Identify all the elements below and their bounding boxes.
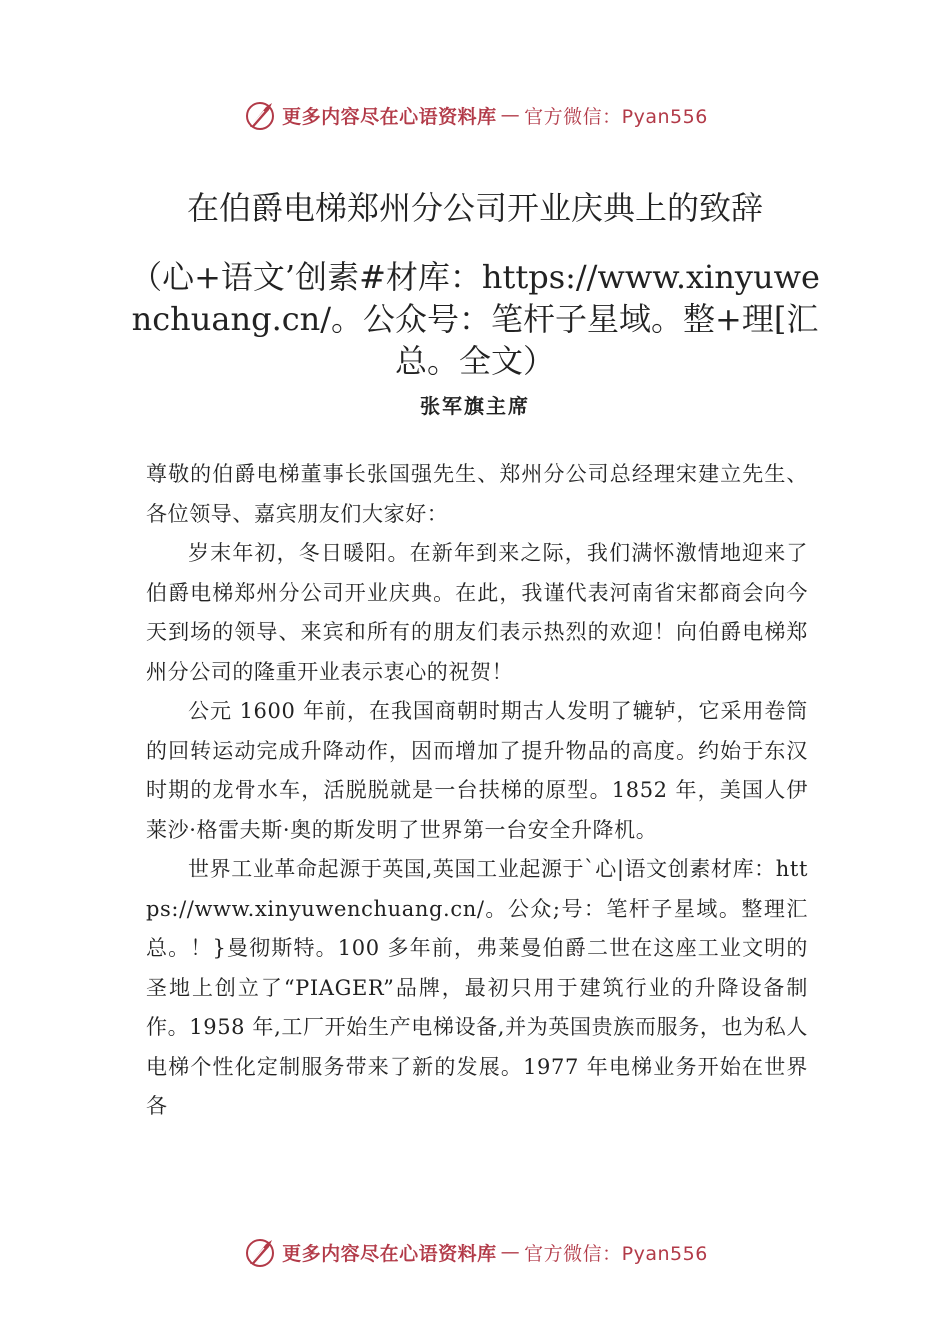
- quill-pen-icon: [242, 97, 278, 133]
- banner-main-text: 更多内容尽在心语资料库: [282, 1242, 497, 1265]
- banner-main-text: 更多内容尽在心语资料库: [282, 105, 497, 128]
- paragraph: 世界工业革命起源于英国,英国工业起源于`心|语文创素材库：https://www.xinyuwenchuang.cn/。公众;号：笔杆子星域。整理汇总。！}曼彻斯特。100 多年前，弗莱曼伯爵二世在这座工业文明的圣地上创立了“PIAGER”品牌，最初只用于建筑行业的升降设备制作。1958 年,工厂开始生产电梯设备,并为英国贵族而服务，也为私人电梯个性化定制服务带来了新的发展。1977 年电梯业务开始在世界各: [146, 857, 808, 1118]
- banner-wechat-text: 官方微信：Pyan556: [524, 105, 708, 128]
- quill-pen-icon: [242, 1234, 278, 1270]
- document-title: 在伯爵电梯郑州分公司开业庆典上的致辞: [186, 189, 763, 227]
- paragraph: 公元 1600 年前，在我国商朝时期古人发明了辘轳，它采用卷筒的回转运动完成升降动作，因而增加了提升物品的高度。约始于东汉时期的龙骨水车，活脱脱就是一台扶梯的原型。1852 年，美国人伊莱沙·格雷夫斯·奥的斯发明了世界第一台安全升降机。: [146, 699, 808, 842]
- header-banner: [0, 95, 950, 135]
- banner-separator: —: [500, 1241, 521, 1263]
- document-subtitle: （心+语文’创素#材库：https://www.xinyuwenchuang.cn/。公众号：笔杆子星域。整+理[汇总。全文）: [130, 258, 820, 380]
- footer-banner: [0, 1232, 950, 1272]
- paragraph: 岁末年初，冬日暖阳。在新年到来之际，我们满怀激情地迎来了伯爵电梯郑州分公司开业庆典。在此，我谨代表河南省宋都商会向今天到场的领导、来宾和所有的朋友们表示热烈的欢迎！向伯爵电梯郑州分公司的隆重开业表示衷心的祝贺！: [146, 541, 808, 684]
- banner-wechat-text: 官方微信：Pyan556: [524, 1242, 708, 1265]
- paragraph-salutation: 尊敬的伯爵电梯董事长张国强先生、郑州分公司总经理宋建立先生、各位领导、嘉宾朋友们大家好：: [146, 462, 808, 526]
- document-body: [146, 455, 808, 1127]
- document-author: 张军旗主席: [420, 394, 530, 418]
- banner-separator: —: [500, 104, 521, 126]
